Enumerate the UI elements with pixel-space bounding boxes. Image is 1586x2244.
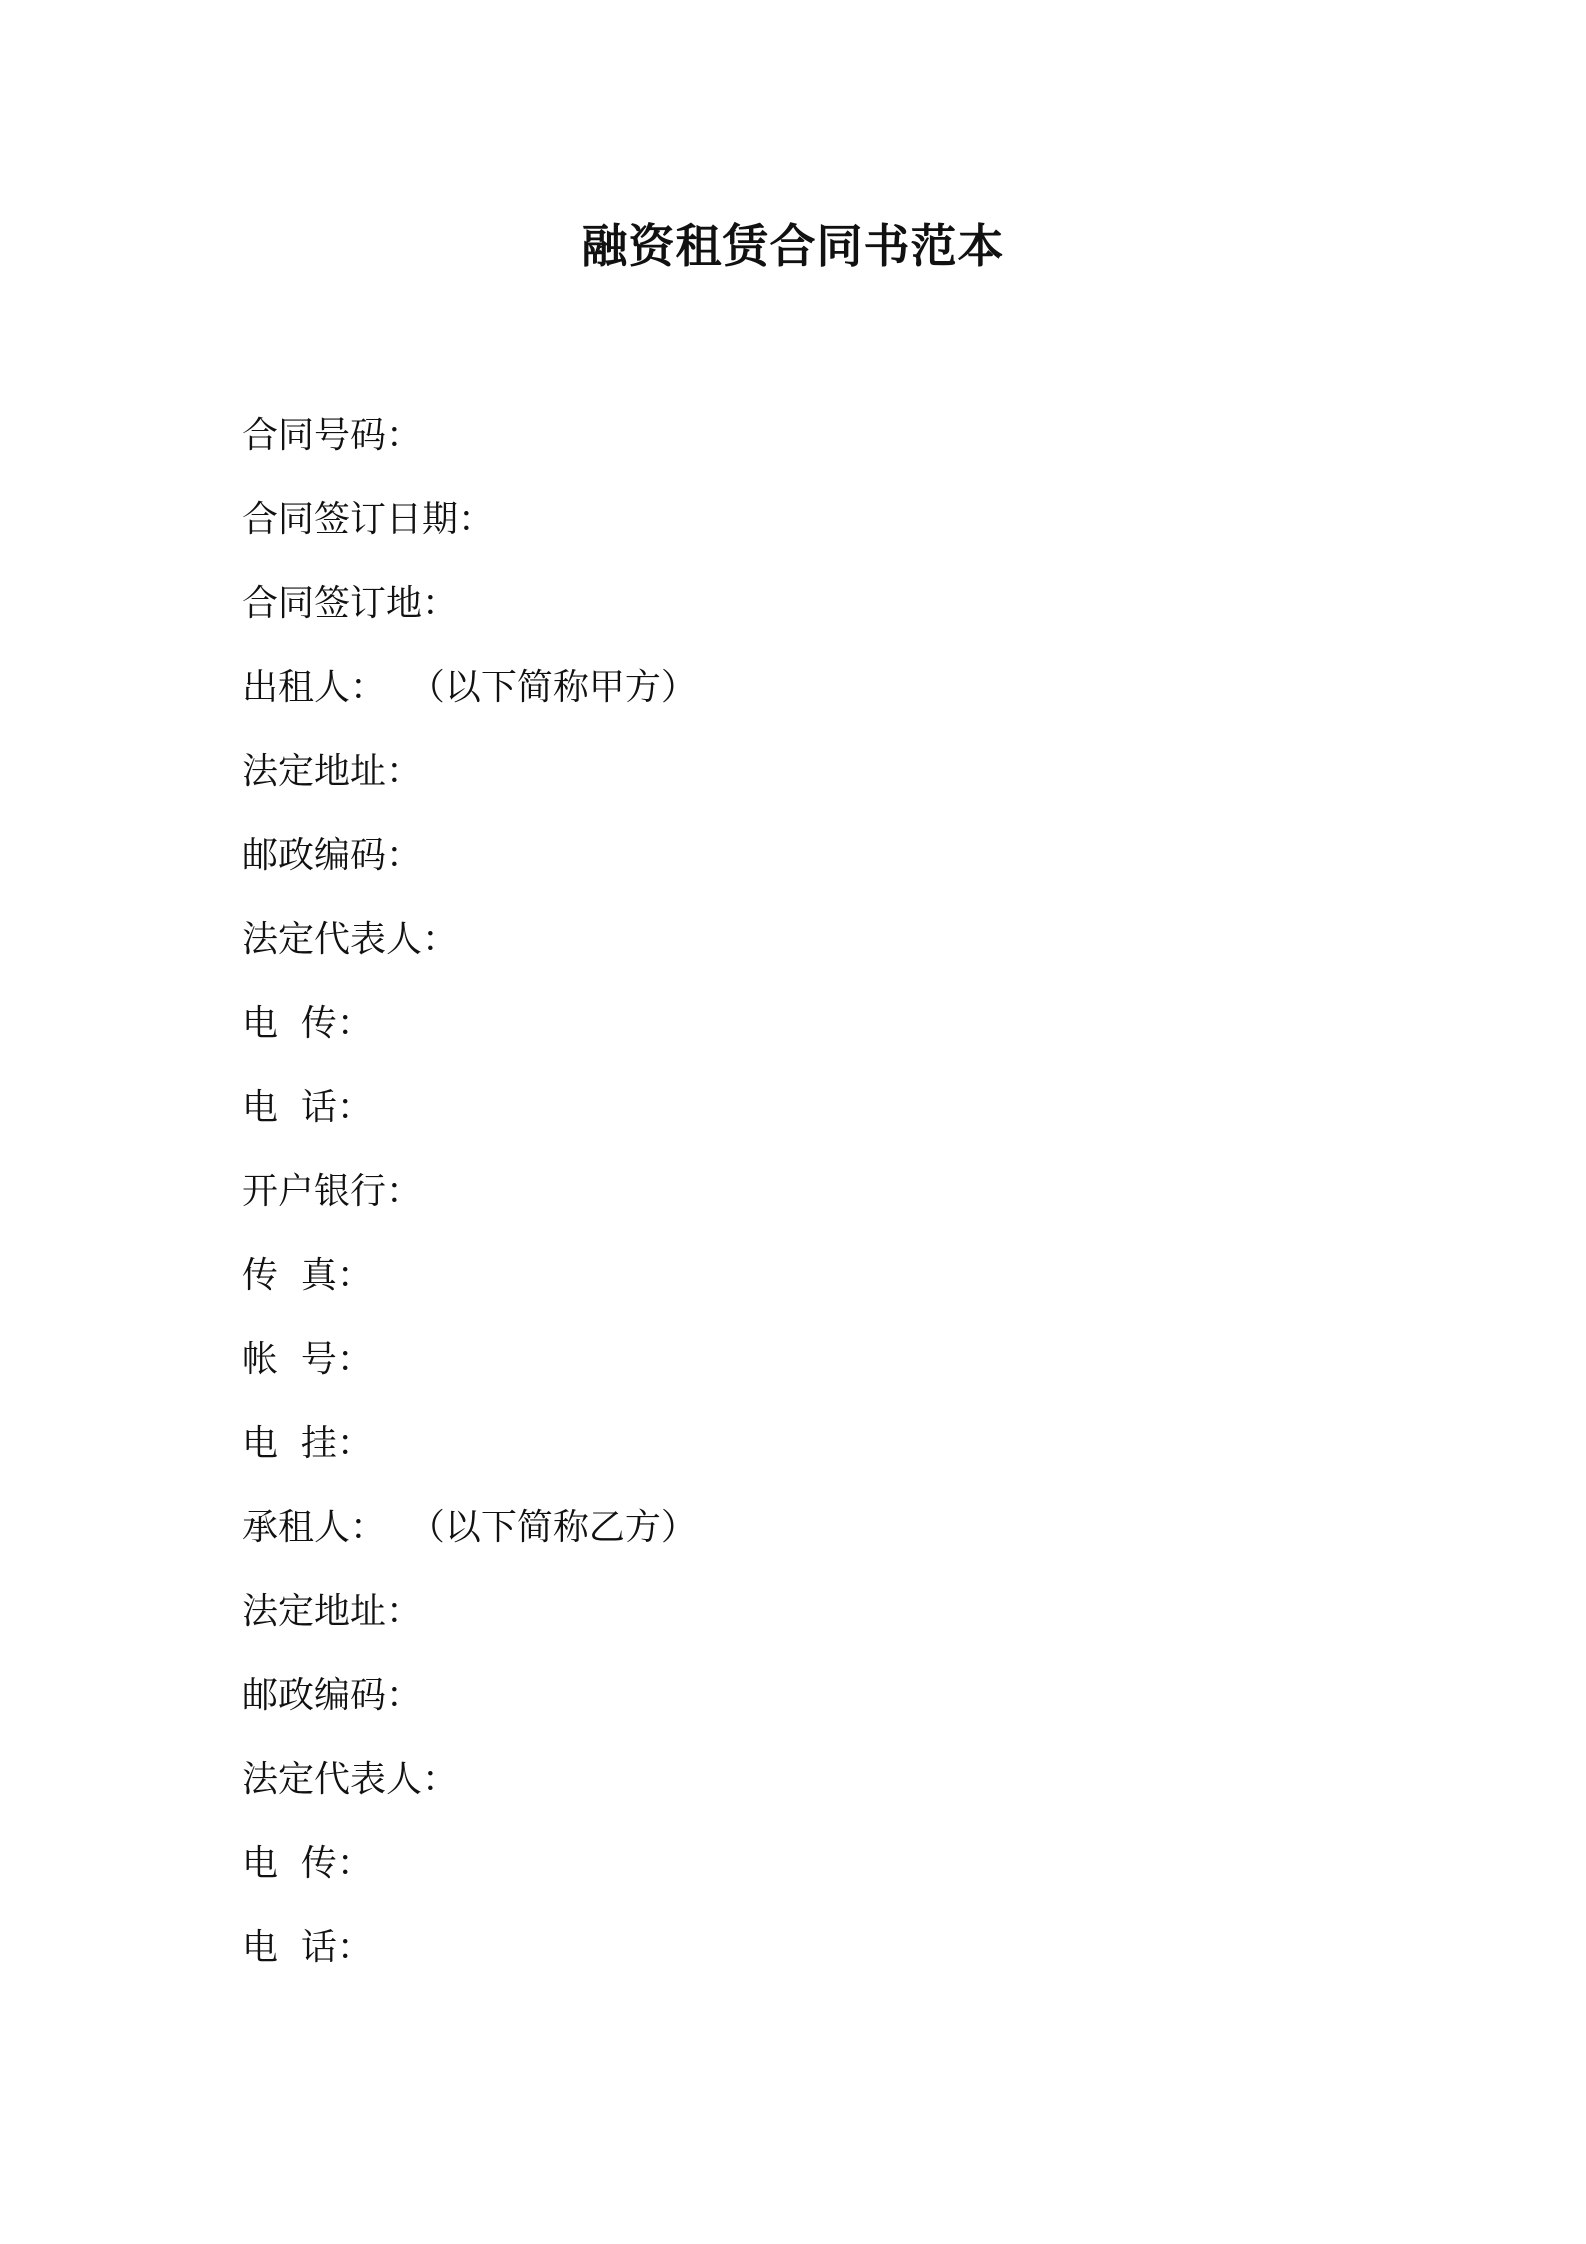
field-lessor: 出租人： （以下简称甲方） — [242, 667, 697, 708]
field-lessee: 承租人： （以下简称乙方） — [242, 1507, 697, 1548]
field-lessee-legal-representative: 法定代表人： — [242, 1759, 459, 1800]
field-lessor-legal-address: 法定地址： — [242, 751, 423, 792]
field-lessor-fax: 传 真： — [242, 1255, 373, 1296]
field-lessor-postal-code: 邮政编码： — [242, 835, 423, 876]
field-lessee-telex: 电 传： — [242, 1843, 373, 1884]
field-lessor-phone: 电 话： — [242, 1087, 373, 1128]
field-lessor-bank: 开户银行： — [242, 1171, 423, 1212]
contract-field-list — [242, 410, 1342, 2006]
field-signing-date: 合同签订日期： — [242, 499, 495, 540]
field-lessee-legal-address: 法定地址： — [242, 1591, 423, 1632]
field-lessor-cable: 电 挂： — [242, 1423, 373, 1464]
field-lessee-phone: 电 话： — [242, 1927, 373, 1968]
field-lessor-telex: 电 传： — [242, 1003, 373, 1044]
field-lessee-postal-code: 邮政编码： — [242, 1675, 423, 1716]
field-signing-place: 合同签订地： — [242, 583, 459, 624]
field-lessor-account: 帐 号： — [242, 1339, 373, 1380]
field-lessor-legal-representative: 法定代表人： — [242, 919, 459, 960]
field-contract-number: 合同号码： — [242, 415, 423, 456]
document-title: 融资租赁合同书范本 — [581, 219, 1005, 273]
